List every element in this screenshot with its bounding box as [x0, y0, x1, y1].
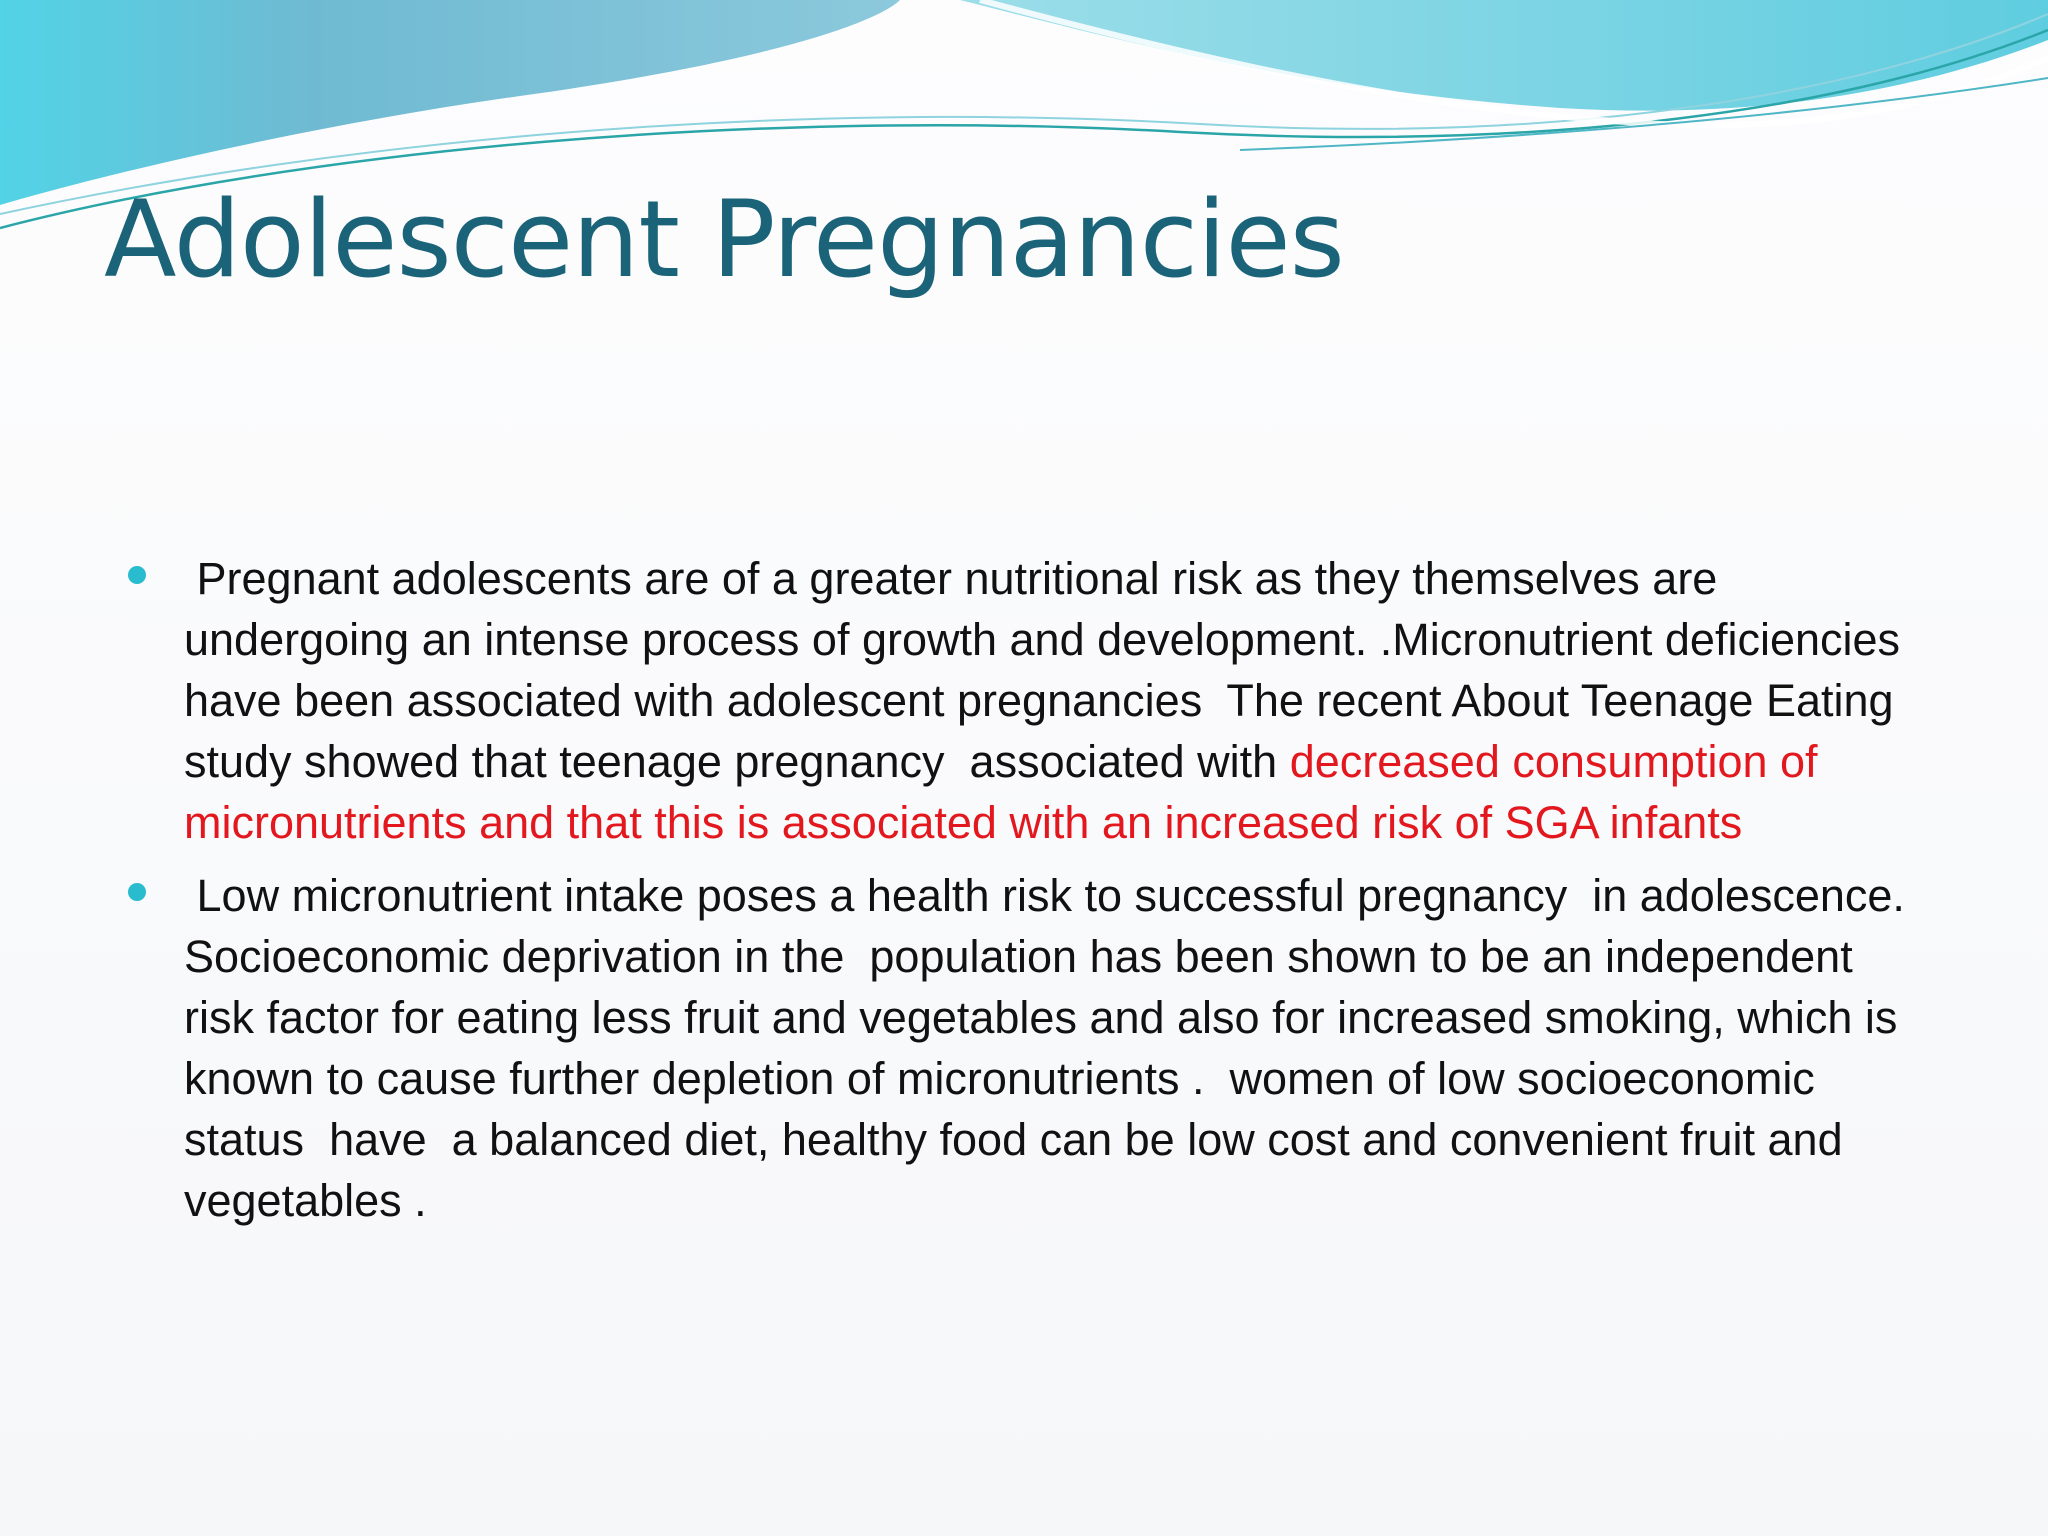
- bullet-text: Low micronutrient intake poses a health risk to successful pregnancy in adolescence. Socioeconomic deprivation in the population has been shown to be an independent risk factor for eating less fruit and vegetables and also for increased smoking, which is known to cause further depletion of micronutrients . women of low socioeconomic status have a balanced diet, healthy food can be low cost and convenient fruit and vegetables .: [184, 870, 1918, 1226]
- bullet-dot-icon: [128, 566, 146, 584]
- bullet-dot-icon: [128, 883, 146, 901]
- bullet-text: Pregnant adolescents are of a greater nutritional risk as they themselves are undergoing an intense process of growth and development. .Micronutrient deficiencies have been associated with adolescent pregnancies The recent About Teenage Eating study showed that teenage pregnancy associated with: [184, 553, 1913, 787]
- bullet-item-micronutrient-intake: [184, 865, 1924, 1231]
- bullet-list: [184, 548, 1924, 1243]
- slide-title: Adolescent Pregnancies: [104, 178, 1344, 301]
- bullet-item-nutritional-risk: [184, 548, 1924, 853]
- bullet-highlight-text: decreased consumption of micronutrients and that this is associated with an increased risk of SGA infants: [184, 736, 1818, 848]
